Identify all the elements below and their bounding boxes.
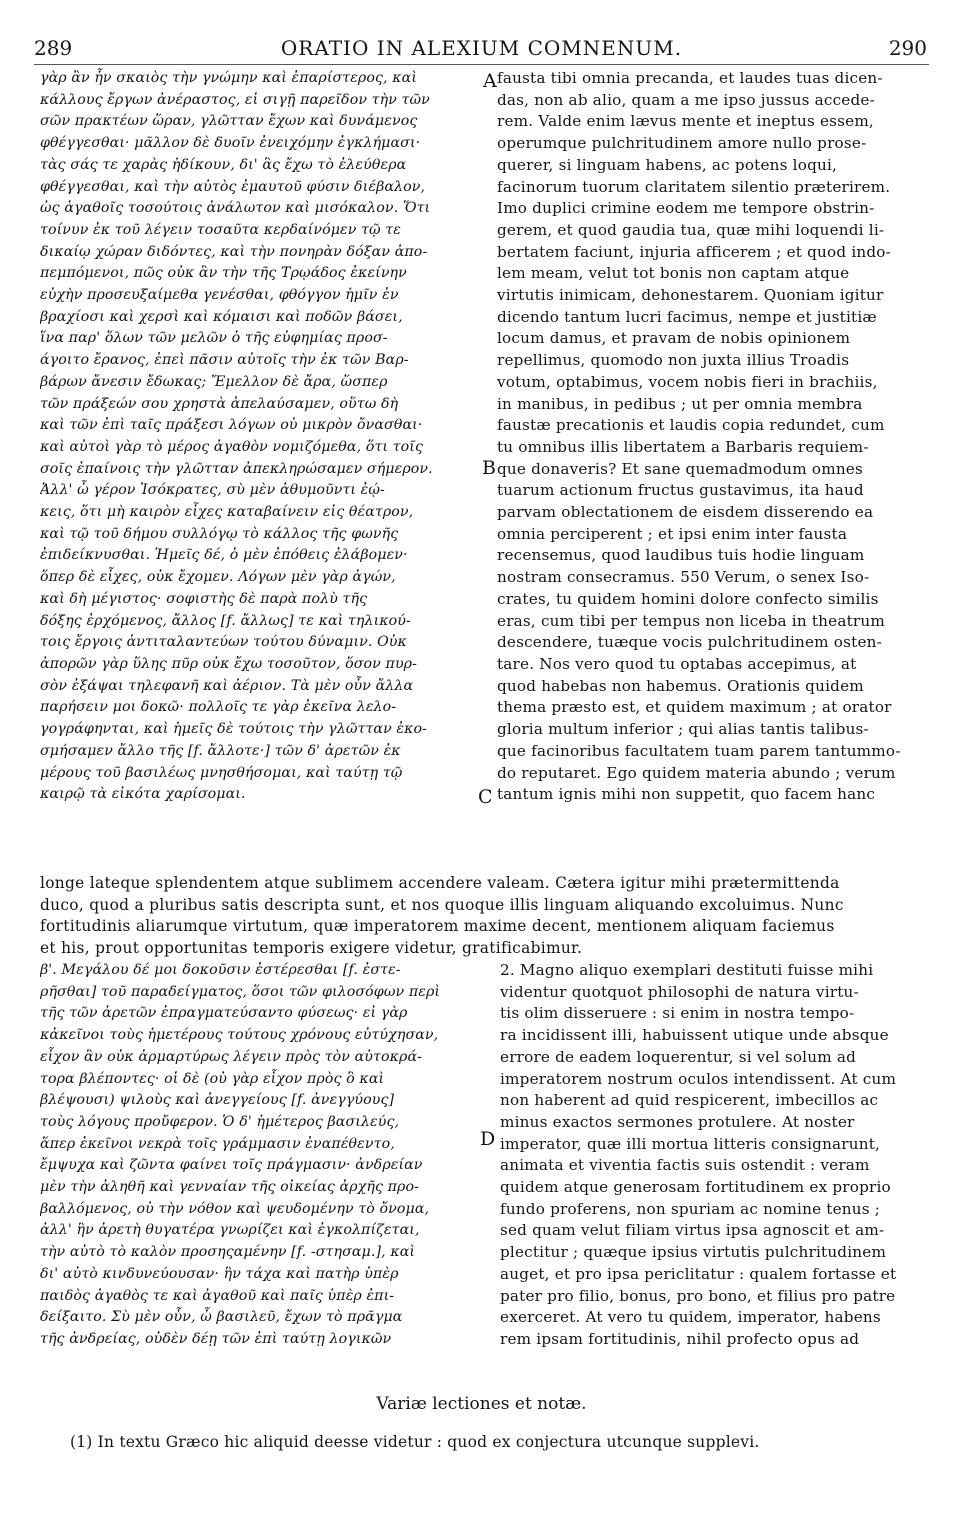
text-line: ἅπερ ἐκεῖνοι νεκρὰ τοῖς γράμμασιν ἐναπέθεντο, — [40, 1135, 395, 1152]
text-line: imperatorem nostrum oculos intendissent. At cum — [500, 1069, 897, 1088]
text-line: minus exactos sermones protulere. At noster — [500, 1112, 855, 1131]
text-line: parvam oblectationem de eisdem disserendo ea — [497, 503, 874, 522]
text-line: άγοιτο ἔρανος, ἐπεὶ πᾶσιν αὐτοῖς τὴν ἐκ τῶν Βαρ- — [40, 352, 409, 369]
text-line: ὡς ἀγαθοῖς τοσούτοις ἀνάλωτον καὶ μισόκαλον. Ὅτι — [40, 200, 431, 217]
text-line: tis olim disseruere : si enim in nostra tempo- — [500, 1004, 855, 1023]
text-line: nostram consecramus. 550 Verum, o senex Iso- — [497, 568, 870, 587]
text-line: ἀλλ' ἣν ἀρετὴ θυγατέρα γνωρίζει καὶ ἐγκολπίζεται, — [40, 1222, 420, 1239]
text-line: τορα βλέποντες· οἱ δὲ (οὐ γὰρ εἶχον πρὸς ὃ καὶ — [40, 1070, 385, 1087]
text-line: imperator, quæ illi mortua litteris consignarunt, — [500, 1134, 881, 1153]
latin-column-top — [497, 68, 935, 806]
text-line: eras, cum tibi per tempus non liceba in theatrum — [497, 611, 885, 630]
text-line: παιδὸς ἀγαθὸς τε καὶ ἀγαθοῦ καὶ παῖς ὑπὲρ ἐπι- — [40, 1287, 395, 1304]
margin-letter-b: B — [482, 457, 496, 479]
text-line: errore de eadem loquerentur, si vel solum ad — [500, 1047, 857, 1066]
notes-heading: Variæ lectiones et notæ. — [376, 1394, 587, 1414]
text-line: videntur quotquot philosophi de natura virtu- — [500, 982, 859, 1001]
text-line: γὰρ ἂν ἦν σκαιὸς τὴν γνώμην καὶ ἐπαρίστερος, καὶ — [40, 70, 418, 86]
text-line: auget, et pro ipsa periclitatur : qualem fortasse et — [500, 1264, 897, 1283]
text-line: facinorum tuorum claritatem silentio præterirem. — [497, 177, 891, 196]
text-line: quod habebas non habemus. Orationis quidem — [497, 676, 864, 695]
greek-column-bottom — [40, 960, 480, 1351]
text-line: do reputaret. Ego quidem materia abundo ; verum — [497, 763, 896, 782]
text-line: κεις, ὅτι μὴ καιρὸν εἶχες καταβαίνειν εἰς θέατρον, — [40, 504, 414, 521]
text-line: operumque pulchritudinem amore nullo prose- — [497, 134, 867, 153]
text-line: ρῆσθαι] τοῦ παραδείγματος, ὅσοι τῶν φιλοσόφων περὶ — [40, 983, 441, 1000]
margin-letter-a: A — [483, 70, 497, 92]
text-line: μέρους τοῦ βασιλέως μνησθήσομαι, καὶ ταύτῃ τῷ — [40, 764, 403, 781]
text-line: τὰς σάς τε χαρὰς ἠδίκουν, δι' ἃς ἔχω τὸ ἐλεύθερα — [40, 156, 407, 173]
text-line: καὶ τῶν ἐπὶ ταῖς πράξεσι λόγων οὐ μικρὸν ὄνασθαι· — [40, 417, 423, 434]
text-line: rem ipsam fortitudinis, nihil profecto opus ad — [500, 1329, 860, 1348]
text-line: σῶν πρακτέων ὥραν, γλῶτταν ἔχων καὶ δυνάμενος — [40, 113, 418, 130]
text-line: καὶ δὴ μέγιστος· σοφιστὴς δὲ παρὰ πολὺ τῆς — [40, 590, 368, 607]
text-line: votum, optabimus, vocem nobis fieri in brachiis, — [497, 372, 878, 391]
text-line: non haberent ad quid respicerent, imbecillos ac — [500, 1091, 879, 1110]
text-line: thema præsto est, et quidem maximum ; at orator — [497, 698, 892, 717]
text-line: βάρων ἄνεσιν ἔδωκας; Ἔμελλον δὲ ἄρα, ὥσπερ — [40, 373, 388, 390]
text-line: πεμπόμενοι, πῶς οὐκ ἂν τὴν τῆς Τρῳάδος ἐκείνην — [40, 265, 407, 282]
text-line: β'. Μεγάλου δέ μοι δοκοῦσιν ἐστέρεσθαι [f. ἐστε- — [40, 962, 401, 978]
text-line: Imo duplici crimine eodem me tempore obstrin- — [497, 199, 875, 218]
text-line: descendere, tuæque vocis pulchritudinem osten- — [497, 633, 882, 652]
text-line: in manibus, in pedibus ; ut per omnia membra — [497, 394, 863, 413]
text-line: σὸν ἐξάψαι τηλεφανῆ καὶ ἀέριον. Τὰ μὲν οὖν ἄλλα — [40, 677, 414, 694]
text-line: κάλλους ἔργων ἀνέραστος, εἰ σιγῇ παρεῖδον τὴν τῶν — [40, 91, 430, 108]
text-line: ἐπιδείκνυσθαι. Ἡμεῖς δέ, ὁ μὲν ἐπόθεις ἐλάβομεν· — [40, 547, 408, 564]
latin-column-bottom — [500, 960, 935, 1351]
latin-full-width — [40, 873, 935, 960]
text-line: duco, quod a pluribus satis descripta sunt, et nos quoque illis linguam aliquando excoluimus. Nunc — [40, 895, 844, 914]
text-line: Ἀλλ' ὦ γέρον Ἰσόκρατες, σὺ μὲν ἀθυμοῦντι ἐῴ- — [40, 482, 385, 499]
text-line: gloria multum inferior ; qui alias tantis talibus- — [497, 720, 869, 739]
text-line: repellimus, quomodo non juxta illius Troadis — [497, 351, 850, 370]
text-line: τοὺς λόγους προὔφερον. Ὁ δ' ἡμέτερος βασιλεύς, — [40, 1113, 400, 1130]
text-line: βλέψουσι) ψιλοὺς καὶ ἀνεγγείους [f. ἀνεγγύους] — [40, 1092, 395, 1109]
text-line: παρήσειν μοι δοκῶ· πολλοῖς τε γὰρ ἐκεῖνα λελο- — [40, 699, 397, 716]
text-line: εὐχὴν προσευξαίμεθα γενέσθαι, φθόγγον ἡμῖν ἐν — [40, 287, 399, 304]
text-line: κἀκεῖνοι τοὺς ἡμετέρους τούτους χρόνους εὐτύχησαν, — [40, 1027, 439, 1044]
text-line: tantum ignis mihi non suppetit, quo facem hanc — [497, 785, 876, 804]
text-line: dicendo tantum lucri facimus, nempe et justitiæ — [497, 307, 877, 326]
text-line: longe lateque splendentem atque sublimem accendere valeam. Cætera igitur mihi prætermittenda — [40, 874, 840, 892]
text-line: δόξης ἐρχόμενος, ἄλλος [f. ἄλλως] τε καὶ τηλικού- — [40, 612, 411, 629]
margin-letter-c: C — [478, 786, 493, 808]
text-line: σοῖς ἐπαίνοις τὴν γλῶτταν ἀπεκληρώσαμεν σήμερον. — [40, 460, 433, 477]
text-line: et his, prout opportunitas temporis exigere videtur, gratificabimur. — [40, 939, 583, 958]
header-rule — [34, 64, 929, 65]
text-line: εἶχον ἂν οὐκ ἀρμαρτύρως λέγειν πρὸς τὸν αὐτοκρά- — [40, 1048, 423, 1065]
text-line: τῶν πράξεών σου χρηστὰ ἀπελαύσαμεν, οὕτω δὴ — [40, 395, 399, 412]
text-line: τῆς τῶν ἀρετῶν ἐπραγματεύσαντο φύσεως· εἰ γὰρ — [40, 1005, 408, 1022]
text-line: quidem atque generosam fortitudinem ex proprio — [500, 1178, 891, 1197]
text-line: fortitudinis aliarumque virtutum, quæ imperatorem maxime decent, mentionem aliquam faciemus — [40, 917, 835, 936]
text-line: sed quam velut filiam virtus ipsa agnoscit et am- — [500, 1221, 885, 1240]
text-line: ra incidissent illi, habuissent utique unde absque — [500, 1026, 889, 1045]
text-line: τοίνυν ἐκ τοῦ λέγειν τοσαῦτα κερδαίνόμεν τῷ τε — [40, 221, 401, 238]
text-line: tu omnibus illis libertatem a Barbaris requiem- — [497, 437, 869, 456]
text-line: καὶ τῷ τοῦ δήμου συλλόγῳ τὸ κάλλος τῆς φωνῆς — [40, 525, 399, 542]
text-line: βαλλόμενος, οὐ τὴν νόθον καὶ ψευδομένην τὸ ὄνομα, — [40, 1200, 430, 1217]
text-line: καιρῷ τὰ εἰκότα χαρίσομαι. — [40, 786, 246, 803]
text-line: plectitur ; quæque ipsius virtutis pulchritudinem — [500, 1243, 887, 1262]
text-line: ὅπερ δὲ εἶχες, οὐκ ἔχομεν. Λόγων μὲν γὰρ ἀγών, — [40, 569, 396, 586]
text-line: ἔμψυχα καὶ ζῶντα φαίνει τοῖς πράγμασιν· ἀνδρείαν — [40, 1157, 423, 1174]
text-line: φθέγγεσθαι· μᾶλλον δὲ δυοῖν ἐνειχόμην ἐγκλήμασι· — [40, 135, 421, 152]
text-line: φθέγγεσθαι, καὶ τὴν αὐτὸς ἐμαυτοῦ φύσιν διέβαλον, — [40, 178, 426, 195]
text-line: γογράφηνται, καὶ ἡμεῖς δὲ τούτοις τὴν γλῶτταν ἐκο- — [40, 721, 428, 738]
text-line: καὶ αὐτοὶ γὰρ τὸ μέρος ἀγαθὸν νομιζόμεθα, ὅτι τοῖς — [40, 438, 423, 455]
margin-letter-d: D — [480, 1128, 496, 1150]
text-line: ἀπορῶν γὰρ ὕλης πῦρ οὐκ ἔχω τοσοῦτον, ὅσον πυρ- — [40, 655, 418, 672]
text-line: σμήσαμεν ἄλλο τῆς [f. ἄλλοτε·] τῶν δ' ἀρετῶν ἐκ — [40, 742, 401, 759]
text-line: das, non ab alio, quam a me ipso jussus accede- — [497, 90, 875, 109]
text-line: pater pro filio, bonus, pro bono, et filius pro patre — [500, 1286, 896, 1305]
text-line: fundo proferens, non spuriam ac nomine tenus ; — [500, 1199, 881, 1218]
text-line: querer, si linguam habens, ac potens loqui, — [497, 155, 838, 174]
text-line: τοις ἔργοις ἀντιταλαντεύων τούτου δύναμιν. Οὐκ — [40, 634, 407, 651]
text-line: omnia perciperent ; et ipsi enim inter fausta — [497, 524, 848, 543]
text-line: fausta tibi omnia precanda, et laudes tuas dicen- — [497, 69, 883, 87]
text-line: que facinoribus facultatem tuam parem tantummo- — [497, 741, 901, 760]
text-line: βραχίοσι καὶ χερσὶ καὶ κόμαισι καὶ ποδῶν βάσει, — [40, 308, 403, 325]
text-line: faustæ precationis et laudis copia redundet, cum — [497, 416, 885, 435]
text-line: locum damus, et pravam de nobis opinionem — [497, 329, 851, 348]
page-number-left: 289 — [34, 36, 73, 60]
text-line: τὴν αὐτὸ τὸ καλὸν προσηςαμένην [f. -στησαμ.], καὶ — [40, 1244, 416, 1261]
running-title: ORATIO IN ALEXIUM COMNENUM. — [280, 36, 683, 60]
text-line: δείξαιτο. Σὺ μὲν οὖν, ὦ βασιλεῦ, ἔχων τὸ πρᾶγμα — [40, 1309, 403, 1326]
text-line: que donaveris? Et sane quemadmodum omnes — [497, 459, 863, 478]
text-line: lem meam, velut tot bonis non captam atque — [497, 264, 850, 283]
text-line: exerceret. At vero tu quidem, imperator, habens — [500, 1308, 881, 1327]
text-line: tuarum actionum fructus gustavimus, ita haud — [497, 481, 864, 500]
greek-column-top — [40, 68, 480, 806]
page-number-right: 290 — [888, 36, 927, 60]
footnote: (1) In textu Græco hic aliquid deesse videtur : quod ex conjectura utcunque supplevi. — [70, 1433, 760, 1451]
text-line: τῆς ἀνδρείας, οὐδὲν δέῃ τῶν ἐπὶ ταύτῃ λογικῶν — [40, 1330, 392, 1347]
text-line: gerem, et quod gaudia tua, quæ mihi loquendi li- — [497, 220, 885, 239]
text-line: crates, tu quidem homini dolore confecto similis — [497, 589, 879, 608]
text-line: bertatem faciunt, injuria afficerem ; et quod indo- — [497, 242, 891, 261]
text-line: δικαίῳ χώραν διδόντες, καὶ τὴν πονηρὰν δόξαν ἀπο- — [40, 243, 428, 260]
text-line: δι' αὐτὸ κινδυνεύουσαν· ἣν τάχα καὶ πατὴρ ὑπὲρ — [40, 1265, 399, 1282]
text-line: rem. Valde enim lævus mente et ineptus essem, — [497, 112, 874, 131]
text-line: animata et viventia factis suis ostendit : veram — [500, 1156, 870, 1175]
text-line: tare. Nos vero quod tu optabas accepimus, at — [497, 654, 857, 673]
text-line: 2. Magno aliquo exemplari destituti fuisse mihi — [500, 961, 874, 979]
text-line: μὲν τὴν ἀληθῆ καὶ γενναίαν τῆς οἰκείας ἀρχῆς προ- — [40, 1179, 420, 1196]
text-line: ἵνα παρ' ὅλων τῶν μελῶν ὁ τῆς εὐφημίας προσ- — [40, 330, 388, 347]
text-line: virtutis inimicam, dehonestarem. Quoniam igitur — [497, 286, 884, 305]
text-line: recensemus, quod laudibus tuis hodie linguam — [497, 546, 865, 565]
